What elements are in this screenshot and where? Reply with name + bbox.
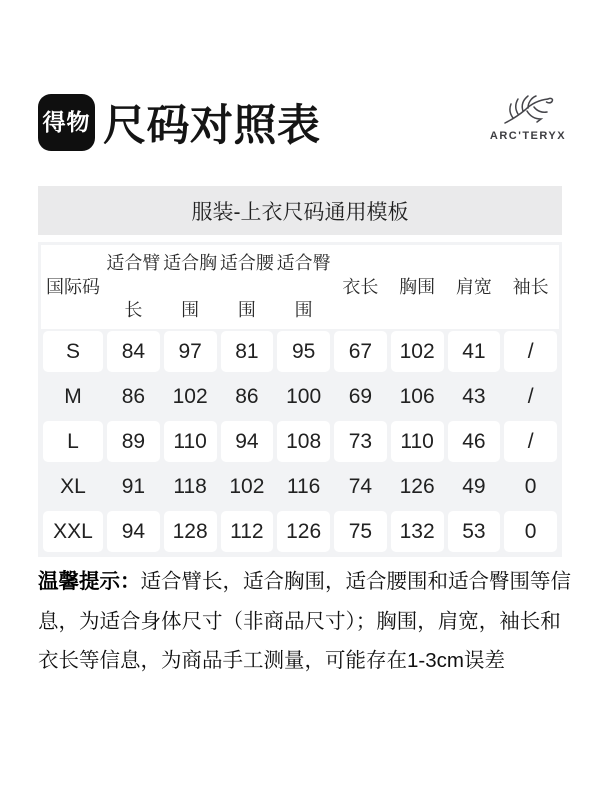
measurement-value-cell bbox=[332, 509, 389, 554]
page-title: 尺码对照表 bbox=[103, 102, 321, 150]
measurement-value: 0 bbox=[524, 474, 537, 498]
measurement-value-cell bbox=[219, 329, 276, 374]
tip-line: 衣长等信息，为商品手工测量，可能存在1-3cm误差 bbox=[38, 649, 505, 672]
measurement-value: 100 bbox=[286, 384, 322, 408]
dewu-logo bbox=[38, 94, 95, 151]
measurement-value-cell bbox=[502, 509, 559, 554]
column-header bbox=[41, 245, 105, 329]
dewu-logo-text: 得物 bbox=[42, 109, 91, 135]
measurement-value: 41 bbox=[448, 331, 501, 372]
measurement-value: 95 bbox=[277, 331, 330, 372]
measurement-value: 94 bbox=[107, 511, 160, 552]
measurement-value: 89 bbox=[107, 421, 160, 462]
measurement-value-cell bbox=[162, 329, 219, 374]
measurement-value-cell bbox=[105, 374, 162, 419]
size-row bbox=[41, 509, 559, 554]
column-header-text: 长 bbox=[124, 300, 143, 320]
measurement-value-cell bbox=[502, 374, 559, 419]
measurement-value: 86 bbox=[121, 384, 146, 408]
measurement-value-cell bbox=[502, 464, 559, 509]
measurement-value: 53 bbox=[448, 511, 501, 552]
size-table bbox=[38, 242, 562, 557]
column-header-text: 适合臀 bbox=[276, 253, 331, 273]
column-header-text: 袖长 bbox=[512, 276, 549, 297]
measurement-value: / bbox=[504, 331, 557, 372]
measurement-value: 116 bbox=[286, 474, 321, 498]
column-header bbox=[502, 245, 559, 329]
measurement-value: 102 bbox=[391, 331, 444, 372]
measurement-value-cell bbox=[446, 464, 503, 509]
column-header bbox=[162, 245, 219, 329]
measurement-value: 43 bbox=[462, 384, 486, 408]
measurement-value-cell bbox=[219, 419, 276, 464]
measurement-value-cell bbox=[105, 329, 162, 374]
size-row bbox=[41, 419, 559, 464]
size-label-cell bbox=[41, 464, 105, 509]
measurement-value: 110 bbox=[164, 421, 217, 462]
arcteryx-bird-icon bbox=[501, 92, 555, 128]
measurement-value-cell bbox=[219, 374, 276, 419]
size-label: L bbox=[43, 421, 103, 462]
measurement-value-cell bbox=[446, 329, 503, 374]
size-table-body bbox=[41, 329, 559, 554]
tip-label: 温馨提示： bbox=[38, 570, 141, 593]
measurement-value: 110 bbox=[391, 421, 444, 462]
column-header bbox=[389, 245, 446, 329]
arcteryx-brand-block bbox=[489, 92, 567, 142]
measurement-value: 69 bbox=[348, 384, 373, 408]
measurement-value: 126 bbox=[277, 511, 330, 552]
column-header-text: 胸围 bbox=[399, 276, 436, 297]
measurement-value-cell bbox=[162, 464, 219, 509]
measurement-value: 73 bbox=[334, 421, 387, 462]
measurement-value-cell bbox=[332, 329, 389, 374]
size-label: S bbox=[43, 331, 103, 372]
column-header-text: 适合腰 bbox=[219, 253, 274, 273]
size-label-cell bbox=[41, 374, 105, 419]
measurement-value-cell bbox=[275, 464, 332, 509]
measurement-value-cell bbox=[446, 509, 503, 554]
measurement-value: 132 bbox=[391, 511, 444, 552]
measurement-value: 81 bbox=[221, 331, 274, 372]
measurement-value-cell bbox=[446, 419, 503, 464]
size-tips bbox=[38, 562, 571, 681]
measurement-value-cell bbox=[105, 419, 162, 464]
template-bar bbox=[38, 186, 562, 235]
measurement-value-cell bbox=[162, 509, 219, 554]
tip-line: 息，为适合身体尺寸（非商品尺寸）；胸围，肩宽，袖长和 bbox=[38, 609, 561, 633]
size-label: XXL bbox=[43, 511, 103, 552]
measurement-value-cell bbox=[219, 464, 276, 509]
measurement-value-cell bbox=[502, 329, 559, 374]
measurement-value-cell bbox=[332, 464, 389, 509]
measurement-value: 102 bbox=[172, 384, 208, 408]
column-header-text: 肩宽 bbox=[455, 276, 492, 297]
measurement-value: 75 bbox=[334, 511, 387, 552]
measurement-value: 126 bbox=[399, 474, 435, 498]
measurement-value-cell bbox=[162, 419, 219, 464]
measurement-value-cell bbox=[332, 419, 389, 464]
measurement-value: 102 bbox=[229, 474, 265, 498]
measurement-value: 108 bbox=[277, 421, 330, 462]
measurement-value-cell bbox=[389, 509, 446, 554]
measurement-value: 97 bbox=[164, 331, 217, 372]
measurement-value: 84 bbox=[107, 331, 160, 372]
column-header-text: 围 bbox=[237, 300, 256, 320]
column-header bbox=[219, 245, 276, 329]
measurement-value-cell bbox=[275, 509, 332, 554]
measurement-value: 67 bbox=[334, 331, 387, 372]
measurement-value-cell bbox=[275, 329, 332, 374]
measurement-value: 106 bbox=[399, 384, 435, 408]
column-header-text: 围 bbox=[294, 300, 313, 320]
measurement-value: 112 bbox=[221, 511, 274, 552]
measurement-value-cell bbox=[219, 509, 276, 554]
size-label: M bbox=[64, 384, 82, 408]
tip-line: 温馨提示：适合臂长，适合胸围，适合腰围和适合臀围等信 bbox=[38, 570, 571, 593]
template-bar-label: 服装-上衣尺码通用模板 bbox=[191, 200, 409, 224]
size-label: XL bbox=[60, 474, 86, 498]
column-header-text: 适合胸 bbox=[163, 253, 218, 273]
measurement-value-cell bbox=[389, 329, 446, 374]
measurement-value: 118 bbox=[173, 474, 207, 498]
measurement-value: 74 bbox=[348, 474, 373, 498]
measurement-value-cell bbox=[502, 419, 559, 464]
measurement-value: 94 bbox=[221, 421, 274, 462]
measurement-value: 0 bbox=[504, 511, 557, 552]
measurement-value: 86 bbox=[235, 384, 259, 408]
measurement-value-cell bbox=[275, 419, 332, 464]
measurement-value-cell bbox=[275, 374, 332, 419]
measurement-value-cell bbox=[389, 374, 446, 419]
measurement-value: / bbox=[504, 421, 557, 462]
measurement-value: / bbox=[527, 384, 534, 408]
column-header-text: 衣长 bbox=[342, 276, 379, 297]
measurement-value: 49 bbox=[462, 474, 486, 498]
size-row bbox=[41, 464, 559, 509]
size-row bbox=[41, 374, 559, 419]
column-header bbox=[446, 245, 503, 329]
measurement-value: 91 bbox=[121, 474, 146, 498]
size-row bbox=[41, 329, 559, 374]
measurement-value-cell bbox=[389, 419, 446, 464]
column-header-text: 国际码 bbox=[46, 276, 100, 297]
measurement-value-cell bbox=[105, 464, 162, 509]
column-header-text: 围 bbox=[181, 300, 200, 320]
measurement-value: 46 bbox=[448, 421, 501, 462]
measurement-value-cell bbox=[162, 374, 219, 419]
size-label-cell bbox=[41, 329, 105, 374]
arcteryx-wordmark: ARC'TERYX bbox=[489, 130, 567, 142]
column-header bbox=[105, 245, 162, 329]
column-header bbox=[332, 245, 389, 329]
measurement-value-cell bbox=[105, 509, 162, 554]
size-label-cell bbox=[41, 509, 105, 554]
size-label-cell bbox=[41, 419, 105, 464]
column-header-text: 适合臂 bbox=[106, 253, 161, 273]
column-header bbox=[275, 245, 332, 329]
measurement-value: 128 bbox=[164, 511, 217, 552]
size-table-header bbox=[41, 245, 559, 329]
measurement-value-cell bbox=[446, 374, 503, 419]
measurement-value-cell bbox=[332, 374, 389, 419]
measurement-value-cell bbox=[389, 464, 446, 509]
